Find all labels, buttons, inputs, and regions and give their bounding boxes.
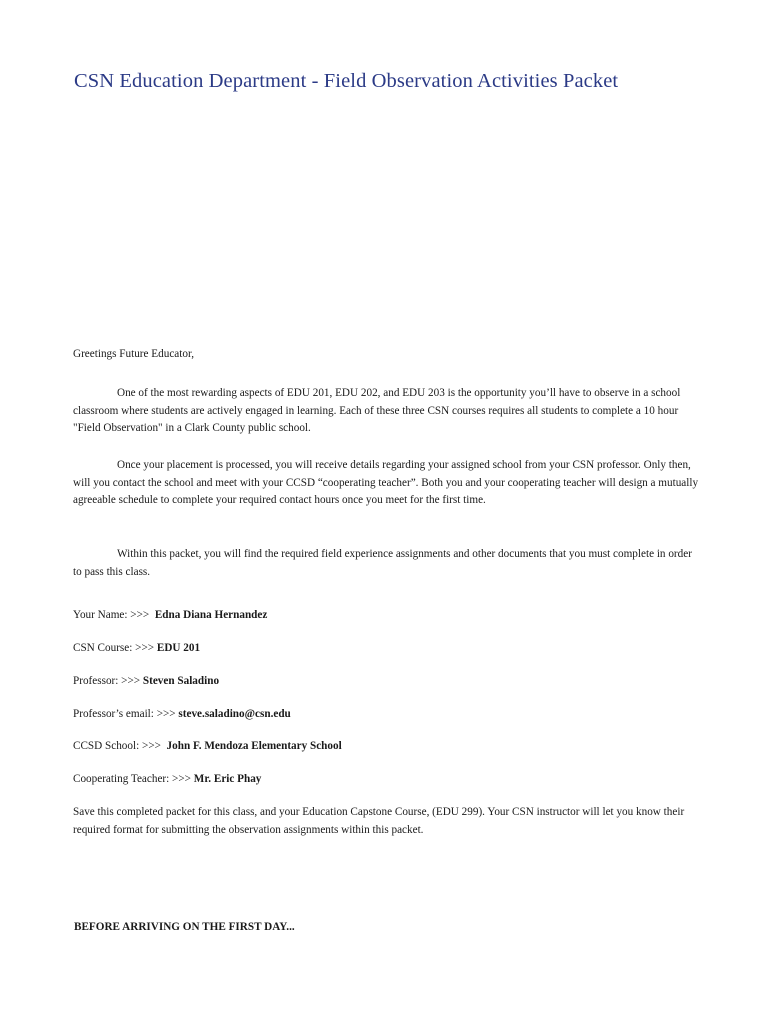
field-label: Professor’s email: >>> (73, 708, 176, 720)
closing-paragraph: Save this completed packet for this class, and your Education Capstone Course, (EDU 299). Your CSN instructor will let you know their required format for submitting the observation assignments within this packet. (73, 806, 685, 836)
field-label: Your Name: >>> (73, 609, 150, 621)
field-value: Mr. Eric Phay (193, 773, 262, 785)
field-value: steve.saladino@csn.edu (178, 708, 291, 720)
placement-paragraph-text: Once your placement is processed, you will receive details regarding your assigned school from your CSN professor. Only then, will you contact the school and meet with your CCSD “cooperating teacher”. Both you and your cooperating teacher will design a mutually agreeable schedule to complete your required contact hours once you meet for the first time. (73, 459, 699, 506)
field-csn-course (73, 640, 200, 657)
field-ccsd-school (73, 738, 342, 755)
intro-paragraph-text: One of the most rewarding aspects of EDU 201, EDU 202, and EDU 203 is the opportunity you’ll have to observe in a school classroom where students are actively engaged in learning. Each of these three CSN courses requires all students to complete a 10 hour "Field Observation" in a Clark County public school. (73, 387, 681, 434)
field-value: Steven Saladino (142, 675, 220, 687)
intro-paragraph (73, 385, 703, 438)
field-value: EDU 201 (156, 642, 201, 654)
field-professor-email (73, 706, 291, 723)
field-label: Professor: >>> (73, 675, 141, 687)
field-label: CCSD School: >>> (73, 740, 161, 752)
field-value: John F. Mendoza Elementary School (166, 740, 342, 752)
field-label: Cooperating Teacher: >>> (73, 773, 191, 785)
section-heading: BEFORE ARRIVING ON THE FIRST DAY... (74, 921, 295, 933)
packet-paragraph-text: Within this packet, you will find the required field experience assignments and other documents that you must complete in order to pass this class. (73, 548, 692, 578)
field-your-name (73, 607, 267, 624)
greeting: Greetings Future Educator, (73, 348, 195, 360)
placement-paragraph (73, 457, 703, 510)
field-label: CSN Course: >>> (73, 642, 155, 654)
field-value: Edna Diana Hernandez (154, 609, 268, 621)
packet-paragraph (73, 546, 703, 581)
field-professor (73, 673, 219, 690)
field-cooperating-teacher (73, 771, 261, 788)
document-title: CSN Education Department - Field Observation Activities Packet (74, 70, 619, 92)
